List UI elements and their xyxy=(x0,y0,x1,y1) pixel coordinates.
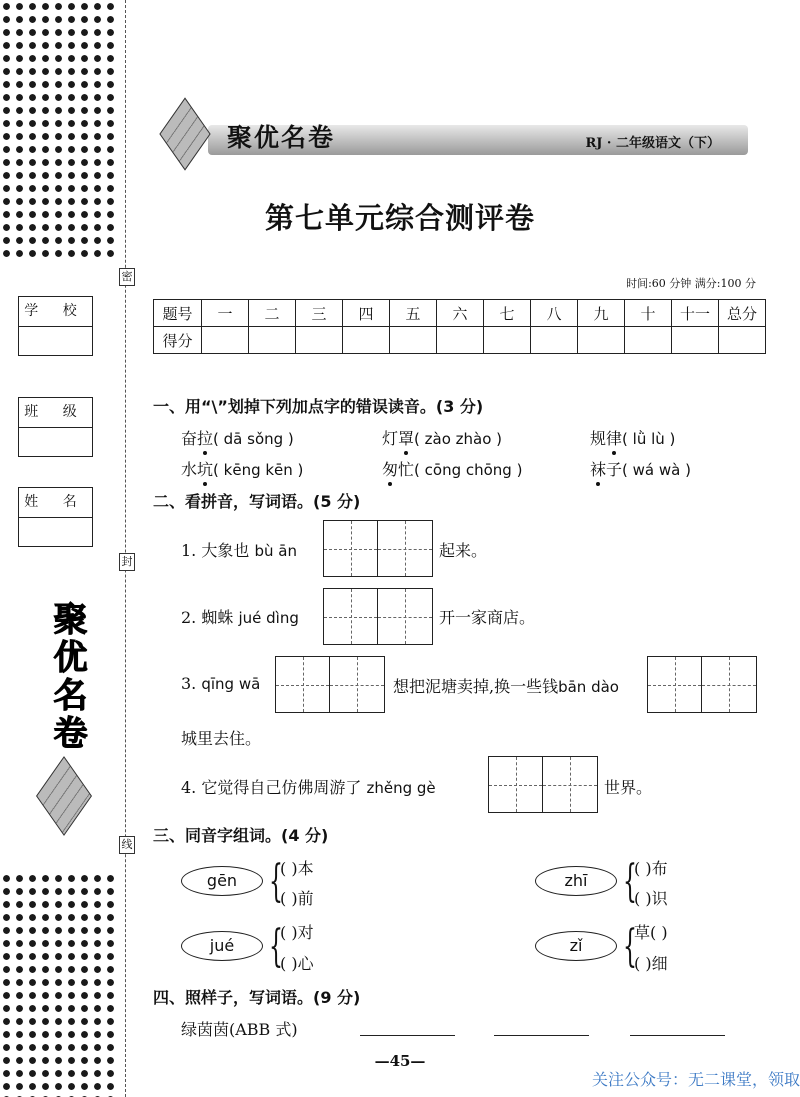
score-input[interactable] xyxy=(437,327,484,354)
section4-heading: 四、照样子，写词语。(9 分) xyxy=(153,988,361,1007)
question-2-4: 4. 它觉得自己仿佛周游了 zhěng gè xyxy=(181,778,436,797)
brace: { xyxy=(623,856,637,907)
cube-logo-icon xyxy=(36,756,92,836)
class-field[interactable] xyxy=(18,397,93,457)
score-input[interactable] xyxy=(296,327,343,354)
word-blank[interactable]: 草( ) xyxy=(634,923,668,942)
course-label: RJ · 二年级语文（下） xyxy=(585,136,720,151)
answer-line[interactable] xyxy=(630,1035,725,1036)
brace: { xyxy=(269,921,283,972)
score-input[interactable] xyxy=(531,327,578,354)
word-blank[interactable]: ( )心 xyxy=(280,954,314,973)
score-input[interactable] xyxy=(343,327,390,354)
school-field[interactable] xyxy=(18,296,93,356)
page-number: —45— xyxy=(374,1052,426,1070)
cube-logo-icon xyxy=(159,97,210,170)
pinyin-cloud: gēn xyxy=(181,866,263,896)
writing-grid[interactable] xyxy=(275,656,385,713)
score-cell: 八 xyxy=(531,300,578,327)
score-cell: 十一 xyxy=(672,300,719,327)
brand-title: 聚优名卷 xyxy=(227,123,336,152)
score-cell: 六 xyxy=(437,300,484,327)
answer-line[interactable] xyxy=(494,1035,589,1036)
name-field[interactable] xyxy=(18,487,93,547)
word-blank[interactable]: ( )布 xyxy=(634,859,668,878)
exam-title: 第七单元综合测评卷 xyxy=(264,201,535,235)
pronunciation-item: 规律( lǜ lù ) xyxy=(590,429,676,448)
pinyin-cloud: zǐ xyxy=(535,931,617,961)
header-banner xyxy=(153,110,748,166)
score-input[interactable] xyxy=(484,327,531,354)
question-2-1-end: 起来。 xyxy=(439,541,488,560)
word-blank[interactable]: ( )前 xyxy=(280,889,314,908)
time-info: 时间:60 分钟 满分:100 分 xyxy=(626,277,756,290)
pronunciation-item: 灯罩( zào zhào ) xyxy=(382,429,503,448)
brace: { xyxy=(623,921,637,972)
seal-char-3: 线 xyxy=(119,836,135,854)
question-2-2: 2. 蜘蛛 jué dìng xyxy=(181,608,299,627)
answer-line[interactable] xyxy=(360,1035,455,1036)
promo-text: 关注公众号：无二课堂，领取 xyxy=(591,1070,800,1089)
score-cell: 题号 xyxy=(154,300,202,327)
score-cell: 九 xyxy=(578,300,625,327)
section3-heading: 三、同音字组词。(4 分) xyxy=(153,826,329,845)
score-cell: 一 xyxy=(202,300,249,327)
word-blank[interactable]: ( )对 xyxy=(280,923,314,942)
pronunciation-item: 袜子( wá wà ) xyxy=(590,460,691,479)
question-2-1: 1. 大象也 bù ān xyxy=(181,541,297,560)
score-input[interactable] xyxy=(249,327,296,354)
word-blank[interactable]: ( )本 xyxy=(280,859,314,878)
school-label: 学 校 xyxy=(19,297,92,327)
score-cell: 四 xyxy=(343,300,390,327)
brace: { xyxy=(269,856,283,907)
question-2-3-middle: 想把泥塘卖掉,换一些钱bān dào xyxy=(393,677,619,696)
pinyin-cloud: zhī xyxy=(535,866,617,896)
writing-grid[interactable] xyxy=(488,756,598,813)
seal-char-2: 封 xyxy=(119,553,135,571)
pronunciation-item: 奋拉( dā sǒng ) xyxy=(181,429,294,448)
name-label: 姓 名 xyxy=(19,488,92,518)
writing-grid[interactable] xyxy=(323,520,433,577)
score-table xyxy=(153,299,766,354)
word-blank[interactable]: ( )细 xyxy=(634,954,668,973)
score-cell: 十 xyxy=(625,300,672,327)
score-input[interactable] xyxy=(202,327,249,354)
seal-char-1: 密 xyxy=(119,268,135,286)
score-input[interactable] xyxy=(625,327,672,354)
score-input[interactable] xyxy=(719,327,766,354)
vertical-brand-logo xyxy=(30,593,92,761)
example-word: 绿茵茵(ABB 式) xyxy=(181,1020,298,1039)
class-label: 班 级 xyxy=(19,398,92,428)
score-cell: 七 xyxy=(484,300,531,327)
pronunciation-item: 匆忙( cōng chōng ) xyxy=(382,460,523,479)
score-table-score-row xyxy=(154,327,766,354)
score-cell: 二 xyxy=(249,300,296,327)
section1-heading: 一、用“\”划掉下列加点字的错误读音。(3 分) xyxy=(153,397,484,416)
score-cell: 五 xyxy=(390,300,437,327)
binding-line xyxy=(125,0,126,1097)
question-2-3: 3. qīng wā xyxy=(181,674,261,693)
question-2-2-end: 开一家商店。 xyxy=(439,608,536,627)
score-cell: 总分 xyxy=(719,300,766,327)
score-input[interactable] xyxy=(390,327,437,354)
pronunciation-item: 水坑( kēng kēn ) xyxy=(181,460,304,479)
question-2-3-cont: 城里去住。 xyxy=(181,729,262,748)
pinyin-cloud: jué xyxy=(181,931,263,961)
section2-heading: 二、看拼音，写词语。(5 分) xyxy=(153,492,361,511)
score-table-header-row xyxy=(154,300,766,327)
score-input[interactable] xyxy=(578,327,625,354)
writing-grid[interactable] xyxy=(323,588,433,645)
score-input[interactable] xyxy=(672,327,719,354)
vertical-brand-text: 聚优名卷 xyxy=(47,601,87,753)
question-2-4-end: 世界。 xyxy=(604,778,653,797)
word-blank[interactable]: ( )识 xyxy=(634,889,668,908)
writing-grid[interactable] xyxy=(647,656,757,713)
score-cell: 三 xyxy=(296,300,343,327)
score-row-label: 得分 xyxy=(154,327,202,354)
